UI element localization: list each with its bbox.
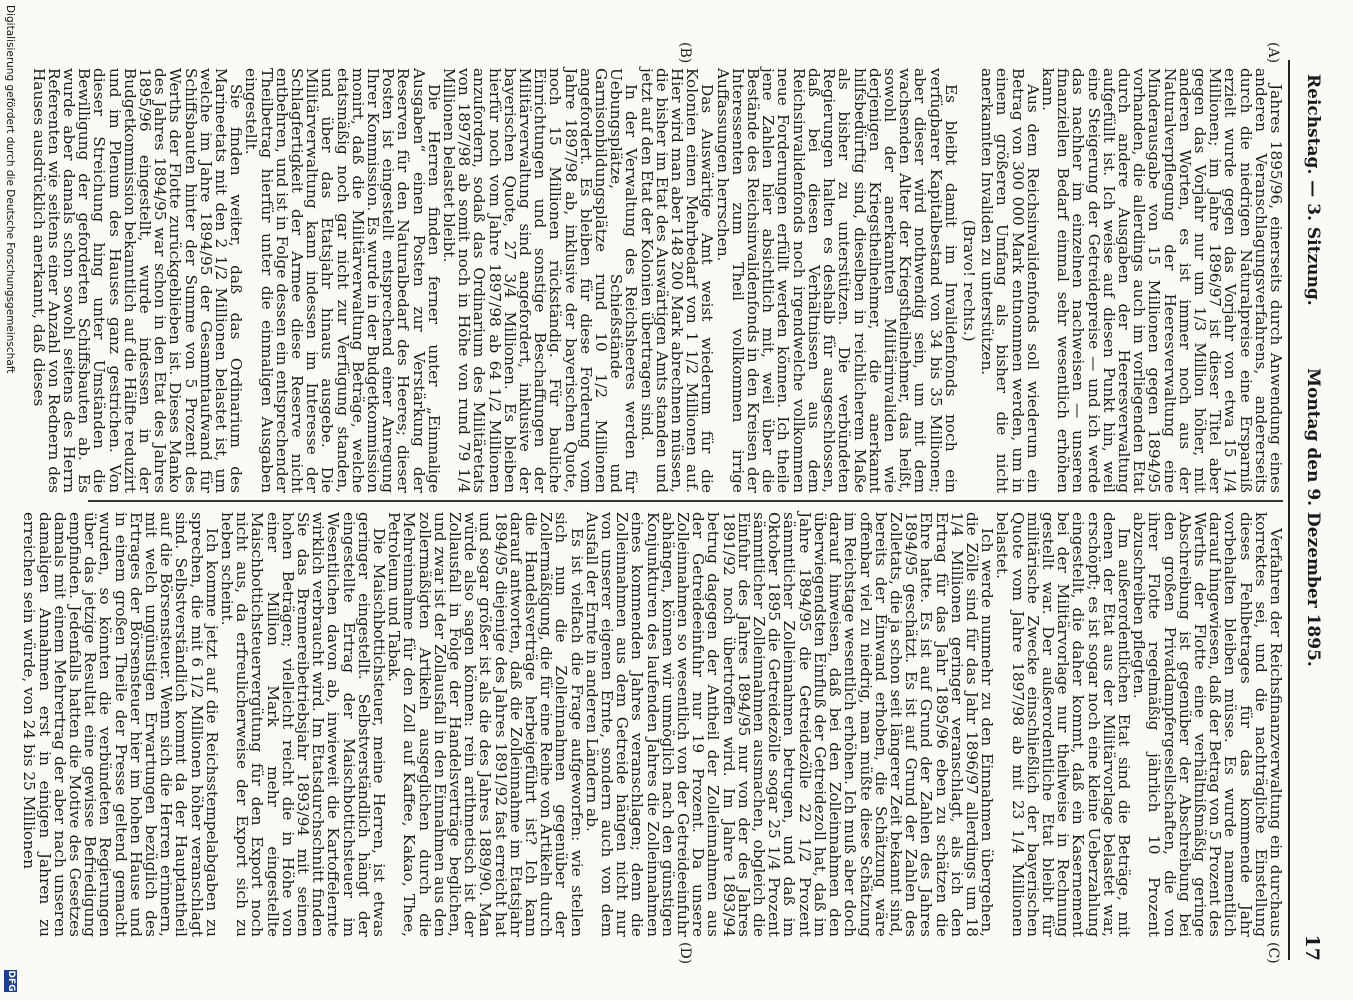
paragraph: Jahres 1895/96, einerseits durch Anwendung eines anderen Veranschlagungsverfahrens, andererseits durch die niedrigen Naturalpreise eine Ersparniß erzielt wurde gegen das Vorjahr von etwa 15 1/4 Millionen; im Jahre 1896/97 ist dieser Titel aber gegen das Vorjahr nur um 1/3 Million höher, mit anderen Worten, es ist immer noch aus der Naturalverpflegung der Heeresverwaltung eine Minderausgabe von 15 Millionen gegen 1894/95 vorhanden, die allerdings auch im vorliegenden Etat durch andere Ausgaben der Heeresverwaltung aufgefüllt ist. Ich weise auf diesen Punkt hin, weil eine Steigerung der Getreidepreise — und ich werde das nachher im einzelnen nachweisen — unseren finanziellen Bedarf einmal sehr wesentlich erhöhen kann. <box>1038 68 1285 493</box>
margin-marker-d: (D) <box>677 942 693 965</box>
margin-marker-a: (A) <box>1265 42 1281 64</box>
paragraph: Es ist vielfach die Frage aufgeworfen: wie stellen sich nun die Zolleinnahmen gegenüber der Zollermäßigung, die für eine Reihe von Artikeln durch die Handelsverträge herbeigeführt ist? Ich kann darauf antworten, daß die Zolleinnahme im Etatsjahr 1894/95 diejenige des Jahres 1891/92 fast erreicht hat und sogar größer ist als die des Jahres 1889/90. Man würde also sagen können: rein arithmetisch ist der Zollausfall in Folge der Handelsverträge beglichen, und zwar ist der Zollausfall in den Einnahmen aus den zollermäßigten Artikeln ausgeglichen durch die Mehreinnahme für den Zoll auf Kaffee, Kakao, Thee, Petroleum und Tabak. <box>385 512 586 937</box>
dfg-logo: DFG <box>6 970 16 992</box>
paragraph: Aus dem Reichsinvalidenfonds soll wiederum ein Betrag von 300 000 Mark entnommen werden, um in einem größeren Umfang als bisher die nicht anerkannten Invaliden zu unterstützen. <box>978 68 1042 493</box>
column-separator <box>88 500 1283 502</box>
paragraph: Die Herren finden ferner unter „Einmalige Ausgaben“ einen Posten zur Verstärkung der Reserven für den Naturalbedarf des Heeres; dieser Posten ist eingestellt entsprechend einer Anregung Ihrer Kommission. Es wurde in der Budgetkommission monirt, daß die Militärverwaltung Beträge, welche etatsmäßig noch gar nicht zur Verfügung standen, und über das Etatsjahr hinaus ausgebe. Die Militärverwaltung kann indessen im Interesse der Schlagfertigkeit der Armee diese Reserve nicht entbehren, und ist in Folge dessen ein entsprechender Theilbetrag hierfür unter die einmaligen Ausgaben eingestellt. <box>242 68 443 493</box>
header-rule <box>1288 60 1290 960</box>
margin-marker-b: (B) <box>677 42 693 64</box>
paragraph: Das Auswärtige Amt weist wiederum für die Kolonien einen Mehrbedarf von 1 1/2 Millionen auf. Hier wird man aber 148 200 Mark abrechnen müssen, die bisher im Etat des Auswärtigen Amts standen und jetzt auf den Etat der Kolonien übertragen sind. <box>637 68 717 493</box>
right-text-column <box>20 512 1285 937</box>
paragraph: Ich werde nunmehr zu den Einnahmen übergehen, die Zölle sind für das Jahr 1896/97 allerdings um 18 1/4 Millionen geringer veranschlagt, als ich den Ertrag für das Jahr 1895/96 eben zu schätzen die Ehre hatte. Es ist auf Grund der Zahlen des Jahres 1894/95 geschätzt. Es ist auf Grund der Zahlen des Zolletats, die ja schon seit längerer Zeit bekannt sind, bereits der Einwand erhoben, die Schätzung wäre offenbar viel zu niedrig, man müßte diese Schätzung im Reichstage wesentlich erhöhen. Ich muß aber doch darauf hinweisen, daß bei den Zolleinnahmen den überwiegendsten Einfluß der Getreidezoll hat, daß im Jahre 1894/95 die Getreidezölle 22 1/2 Prozent sämmtlicher Zolleinnahmen betrugen, und daß im Oktober 1895 die Getreidezölle sogar 25 1/4 Prozent sämmtlicher Zolleinnahmen ausmachen, obgleich die Einfuhr des Jahres 1894/95 nur von der des Jahres 1891/92 noch übertroffen wird. Im Jahre 1893/94 betrug dagegen der Antheil der Zolleinnahmen aus der Getreideeinfuhr nur 19 Prozent. Da unsere Zolleinnahmen so wesentlich von der Getreideeinfuhr abhängen, können wir unmöglich nach den günstigen Konjunkturen des laufenden Jahres die Zolleinnahmen eines kommenden Jahres veranschlagen; denn die Zolleinnahmen aus dem Getreide hängen nicht nur von unserer eigenen Ernte, sondern auch von dem Ausfall der Ernte in anderen Ländern ab. <box>582 512 997 937</box>
paragraph: Ich komme jetzt auf die Reichsstempelabgaben zu sprechen, die mit 6 1/2 Millionen höher veranschlagt sind. Selbstverständlich kommt da der Hauptantheil auf die Börsensteuer. Wenn sich die Herren erinnern, mit welch ungünstigen Erwartungen bezüglich des Ertrages der Börsensteuer hier im hohen Hause und in einem großen Theile der Presse geltend gemacht wurden, so könnten die verbündeten Regierungen über das jetzige Resultat eine gewisse Befriedigung empfinden. Jedenfalls hatten die Motive des Gesetzes damals mit einem Mehrertrag der aber nach unseren damaligen Annahmen erst in einigen Jahren zu erreichen sein würde, von 24 bis 25 Millionen <box>20 512 221 937</box>
paragraph: Sie finden weiter, daß das Ordinarium des Marineetats mit den 2 1/2 Millionen belastet ist, um welche im Jahre 1894/95 der Gesammtaufwand für Schiffsbauten hinter der Summe von 5 Prozent des Werths der Flotte zurückgeblieben ist. Dieses Manko des Jahres 1894/95 war schon in den Etat des Jahres 1895/96 eingestellt, wurde indessen in der Budgetkommission bekanntlich auf die Hälfte reduzirt und im Plenum des Hauses ganz gestrichen. Von dieser Streichung hing unter Umständen die Bewilligung der geforderten Schiffsbauten ab. Es wurde aber damals schon sowohl seitens des Herrn Referenten wie seitens einer Anzahl von Rednern des Hauses ausdrücklich anerkannt, daß dieses <box>29 68 246 493</box>
paragraph: In der Verwaltung des Reichsheeres werden für Uebungsplätze, Schießstände und Garnisonbildungsplätze rund 10 1/2 Millionen angefordert. Es bleiben für diese Forderung vom Jahre 1897/98 ab, inklusive der bayerischen Quote, noch 15 Millionen rückständig. Für bauliche Einrichtungen und sonstige Beschaffungen der Militärverwaltung sind angefordert, inklusive der bayerischen Quote, 27 3/4 Millionen. Es bleiben hierfür noch vom Jahre 1897/98 ab 64 1/2 Millionen anzufordern, sodaß das Ordinarium des Militäretats von 1897/98 ab somit noch in Höhe von rund 79 1/4 Millionen belastet bleibt. <box>440 68 641 493</box>
paragraph: Es bleibt damit im Invalidenfonds noch ein verfügbarer Kapitalbestand von 34 bis 35 Millionen; aber dieser wird nothwendig sein, um mit dem wachsenden Alter der Kriegstheilnehmer, das heißt, sowohl der anerkannten Militärinvaliden wie derjenigen Kriegstheilnehmer, die anerkannt hilfsbedürftig sind, dieselben in reichlicherem Maße als bisher zu unterstützen. Die verbündeten Regierungen halten es deshalb für ausgeschlossen, daß bei diesen Verhältnissen aus dem Reichsinvalidenfonds noch irgendwelche vollkommen neue Forderungen erfüllt werden können. Ich theile jene Zahlen hier absichtlich mit, weil über die Bestände des Reichsinvalidenfonds in den Kreisen der Interessenten zum Theil vollkommen irrige Auffassungen herrschen. <box>713 68 960 493</box>
left-text-column <box>29 68 1285 493</box>
paragraph: (Bravo! rechts.) <box>959 219 978 342</box>
digitization-credit: Digitalisierung gefördert durch die Deutsche Forschungsgemeinschaft <box>4 5 16 374</box>
footer-strip <box>0 0 18 1000</box>
paragraph: Verfahren der Reichsfinanzverwaltung ein durchaus korrektes sei, und die nachträgliche Einstellung dieses Fehlbetrages für das kommende Jahr vorbehalten bleiben müsse. Es wurde namentlich darauf hingewiesen, daß der Betrag von 5 Prozent des Werths der Flotte eine verhältnißmäßig geringe Abschreibung ist gegenüber der Abschreibung bei den großen Privatdampfergesellschaften, die von ihrer Flotte regelmäßig jährlich 10 Prozent abzuschreiben pflegten. <box>1130 512 1285 937</box>
running-header <box>1295 70 1323 965</box>
paragraph: Die Maischbottichsteuer, meine Herren, ist etwas geringer eingestellt. Selbstverständlich hängt der eingestellte Ertrag der Maischbottichsteuer im Wesentlichen davon ab, inwieweit die Kartoffelernte wirklich verbraucht wird. Im Etatsdurchschnitt finden Sie das Brennereibetriebsjahr 1893/94 mit seinen hohen Beträgen; vielleicht reicht die in Höhe von einer Million Mark mehr eingestellte Maischbottichsteuervergütung für den Export noch nicht aus, da erfreulicherweise der Export sich zu heben scheint. <box>217 512 389 937</box>
margin-marker-c: (C) <box>1265 942 1281 964</box>
header-title: Reichstag. — 3. Sitzung. <box>1303 74 1323 306</box>
header-date: Montag den 9. Dezember 1895. <box>1303 368 1323 667</box>
paragraph: Im außerordentlichen Etat sind die Beträge, mit denen der Etat aus der Militärvorlage belastet war, erschöpft; es ist sogar noch eine kleine Ueberzahlung eingestellt, die daher kommt, daß ein Kasernement bei der Militärvorlage nur theilweise in Rechnung gestellt war. Der außerordentliche Etat bleibt für militärische Zwecke einschließlich der bayerischen Quote vom Jahre 1897/98 ab mit 23 1/4 Millionen belastet. <box>993 512 1133 937</box>
page-number: 17 <box>1301 934 1323 961</box>
